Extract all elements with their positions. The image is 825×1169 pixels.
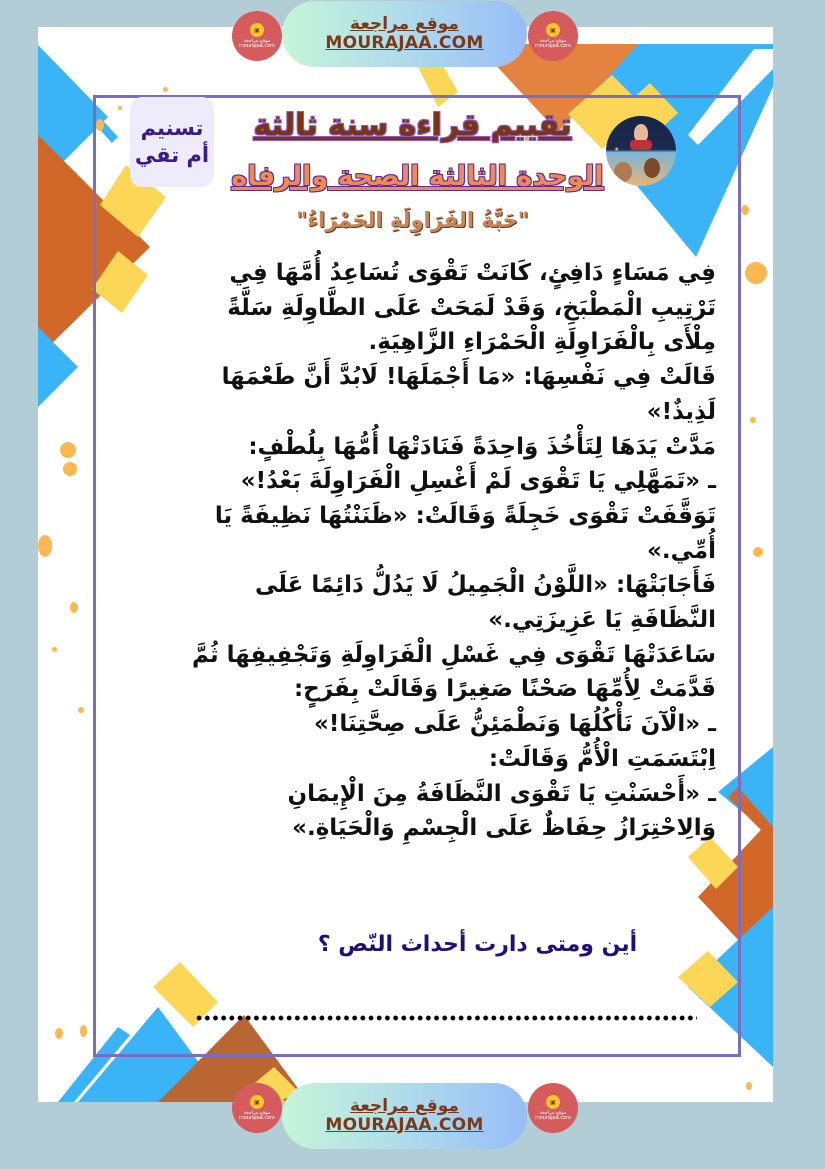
site-banner-latin[interactable]: MOURAJAA.COM	[325, 33, 484, 53]
site-banner-arabic[interactable]: موقع مراجعة	[350, 1096, 459, 1117]
story-text	[186, 256, 716, 846]
story-paragraph: سَاعَدَتْهَا تَقْوَى فِي غَسْلِ الْفَرَاوِلَةِ وَتَجْفِيفِهَا ثُمَّ قَدَّمَتْ لِأُمِّهَا صَحْنًا صَغِيرًا وَقَالَتْ بِفَرَحٍ:	[191, 641, 716, 703]
site-badge-right	[528, 1083, 578, 1133]
unit-title	[0, 161, 825, 192]
badge-text: موقع مراجعة mourajaa.com	[534, 38, 571, 49]
book-logo-icon: ▣	[546, 23, 560, 37]
story-paragraph: فِي مَسَاءٍ دَافِئٍ، كَانَتْ تَقْوَى تُسَاعِدُ أُمَّهَا فِي تَرْتِيبِ الْمَطْبَخِ، وَقَدْ لَمَحَتْ عَلَى الطَّاوِلَةِ سَلَّةً مِلْأَى بِالْفَرَاوِلَةِ الْحَمْرَاءِ الزَّاهِيَةِ.	[227, 260, 716, 356]
story-title: "حَبَّةُ الفَرَاوِلَةِ الحَمْرَاءُ"	[296, 208, 529, 232]
answer-dotted-line[interactable]	[195, 1012, 697, 1024]
site-badge-left	[232, 1083, 282, 1133]
splatter-decoration	[63, 462, 77, 476]
badge-text: موقع مراجعة mourajaa.com	[238, 1110, 275, 1121]
logo-label-icon: ★	[614, 146, 620, 153]
site-banner-latin[interactable]: MOURAJAA.COM	[325, 1115, 484, 1135]
splatter-decoration	[70, 602, 78, 613]
book-logo-icon: ▣	[250, 23, 264, 37]
story-paragraph: مَدَّتْ يَدَهَا لِتَأْخُذَ وَاحِدَةً فَنَادَتْهَا أُمُّهَا بِلُطْفٍ:	[248, 433, 716, 460]
splatter-decoration	[55, 1028, 63, 1039]
splatter-decoration	[38, 535, 52, 557]
author-subtitle: أم تقي	[134, 143, 210, 167]
story-paragraph: اِبْتَسَمَتِ الْأُمُّ وَقَالَتْ:	[488, 745, 716, 772]
question-text: أين ومتى دارت أحداث النّص ؟	[317, 932, 638, 957]
book-logo-icon: ▣	[250, 1095, 264, 1109]
site-banner-bottom[interactable]	[282, 1083, 527, 1149]
book-logo-icon: ▣	[546, 1095, 560, 1109]
story-paragraph: قَالَتْ فِي نَفْسِهَا: «مَا أَجْمَلَهَا! لَابُدَّ أَنَّ طَعْمَهَا لَذِيذٌ!»	[221, 364, 716, 425]
splatter-decoration	[80, 1025, 87, 1037]
splatter-decoration	[753, 547, 763, 557]
badge-text: موقع مراجعة mourajaa.com	[238, 38, 275, 49]
splatter-decoration	[750, 417, 756, 423]
badge-text: موقع مراجعة mourajaa.com	[534, 1110, 571, 1121]
splatter-decoration	[163, 87, 168, 92]
story-paragraph: ـ «الْآنَ نَأْكُلُهَا وَنَطْمَئِنُّ عَلَى صِحَّتِنَا!»	[313, 711, 716, 738]
story-paragraph: ـ «أَحْسَنْتِ يَا تَقْوَى النَّظَافَةُ مِنَ الْإِيمَانِ وَالِاحْتِرَازُ حِفَاظٌ عَلَى الْجِسْمِ وَالْحَيَاةِ.»	[287, 780, 716, 842]
site-badge-left	[232, 11, 282, 61]
page-title-text: تقييم قراءة سنة ثالثة	[253, 108, 572, 143]
author-name: تسنيم	[140, 115, 204, 140]
site-banner-top[interactable]	[282, 1, 527, 67]
splatter-decoration	[78, 707, 84, 713]
story-paragraph: ـ «تَمَهَّلِي يَا تَقْوَى لَمْ أَغْسِلِ الْفَرَاوِلَةَ بَعْدُ!»	[240, 468, 716, 495]
site-badge-right	[528, 11, 578, 61]
site-banner-arabic[interactable]: موقع مراجعة	[350, 14, 459, 35]
splatter-decoration	[60, 442, 76, 458]
story-paragraph: تَوَقَّفَتْ تَقْوَى خَجِلَةً وَقَالَتْ: «ظَنَنْتُهَا نَظِيفَةً يَا أُمِّي.»	[214, 502, 716, 564]
splatter-decoration	[746, 1082, 752, 1090]
story-paragraph: فَأَجَابَتْهَا: «اللَّوْنُ الْجَمِيلُ لَا يَدُلُّ دَائِمًا عَلَى النَّظَافَةِ يَا عَزِيزَتِي.»	[255, 572, 716, 634]
splatter-decoration	[745, 262, 767, 284]
splatter-decoration	[52, 647, 57, 652]
unit-title-text: الوحدة الثالثة الصحة والرفاه	[231, 161, 604, 192]
page-title	[0, 108, 825, 143]
